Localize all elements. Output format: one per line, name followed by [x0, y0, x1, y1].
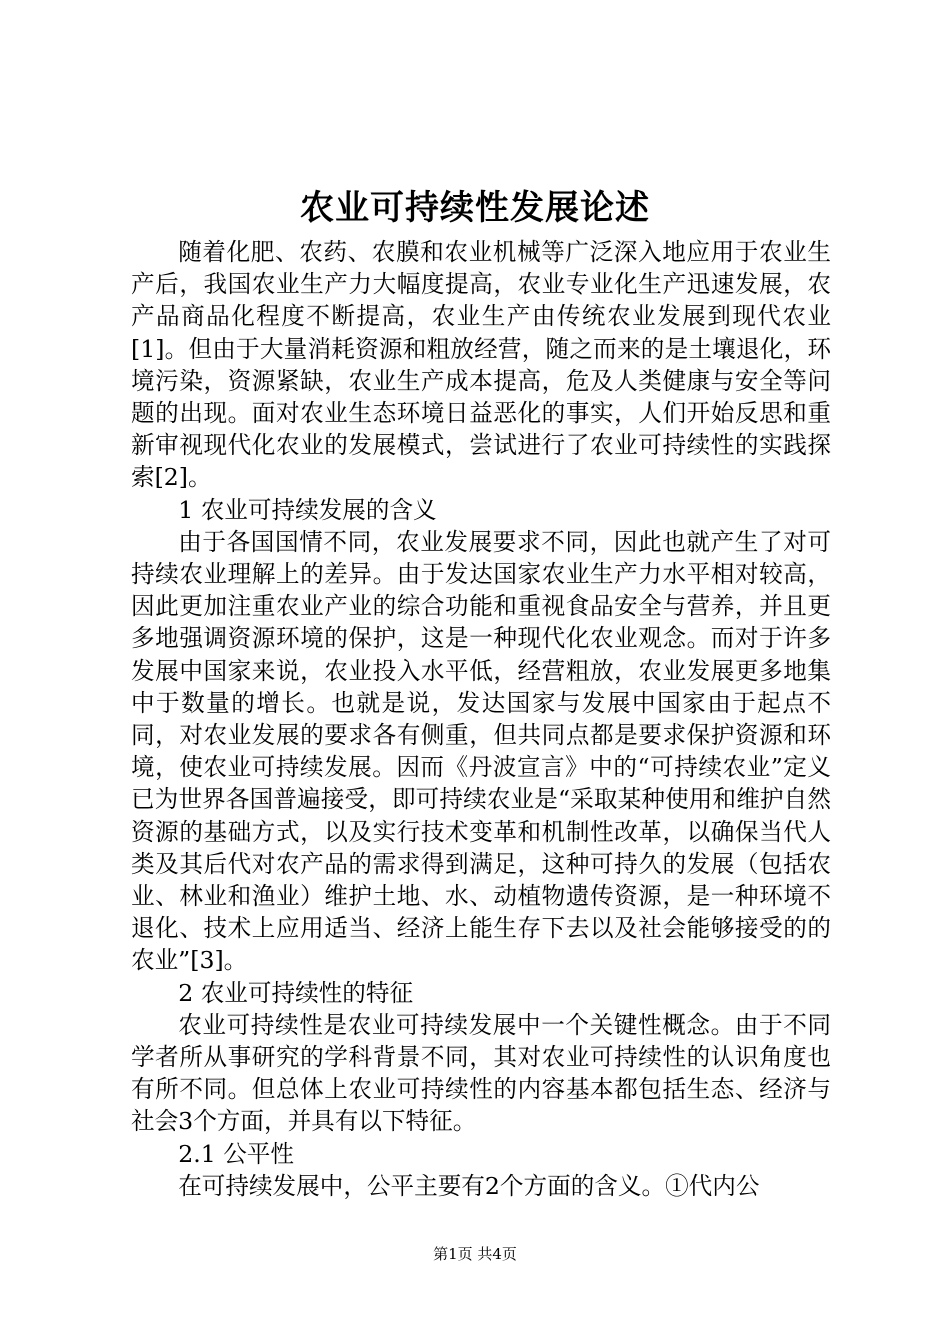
paragraph: 在可持续发展中，公平主要有2个方面的含义。①代内公: [178, 1171, 760, 1200]
subsection-heading: 2.1 公平性: [178, 1139, 294, 1168]
section-heading: 2 农业可持续性的特征: [178, 978, 414, 1007]
paragraph: 随着化肥、农药、农膜和农业机械等广泛深入地应用于农业生产后，我国农业生产力大幅度提高，农业专业化生产迅速发展，农产品商品化程度不断提高，农业生产由传统农业发展到现代农业[1]。但由于大量消耗资源和粗放经营，随之而来的是土壤退化，环境污染，资源紧缺，农业生产成本提高，危及人类健康与安全等问题的出现。面对农业生态环境日益恶化的事实，人们开始反思和重新审视现代化农业的发展模式，尝试进行了农业可持续性的实践探索[2]。: [131, 238, 831, 492]
paragraph: 农业可持续性是农业可持续发展中一个关键性概念。由于不同学者所从事研究的学科背景不同，其对农业可持续性的认识角度也有所不同。但总体上农业可持续性的内容基本都包括生态、经济与社会3个方面，并具有以下特征。: [131, 1010, 831, 1136]
paragraph: 由于各国国情不同，农业发展要求不同，因此也就产生了对可持续农业理解上的差异。由于发达国家农业生产力水平相对较高，因此更加注重农业产业的综合功能和重视食品安全与营养，并且更多地强调资源环境的保护，这是一种现代化农业观念。而对于许多发展中国家来说，农业投入水平低，经营粗放，农业发展更多地集中于数量的增长。也就是说，发达国家与发展中国家由于起点不同，对农业发展的要求各有侧重，但共同点都是要求保护资源和环境，使农业可持续发展。因而《丹波宣言》中的“可持续农业”定义已为世界各国普遍接受，即可持续农业是“采取某种使用和维护自然资源的基础方式，以及实行技术变革和机制性改革，以确保当代人类及其后代对农产品的需求得到满足，这种可持久的发展（包括农业、林业和渔业）维护土地、水、动植物遗传资源，是一种环境不退化、技术上应用适当、经济上能生存下去以及社会能够接受的的农业”[3]。: [131, 527, 831, 975]
section-heading: 1 农业可持续发展的含义: [178, 495, 437, 524]
document-title: 农业可持续性发展论述: [300, 188, 650, 228]
page-number-footer: 第1页 共4页: [433, 1245, 517, 1263]
document-body: [131, 236, 831, 1202]
